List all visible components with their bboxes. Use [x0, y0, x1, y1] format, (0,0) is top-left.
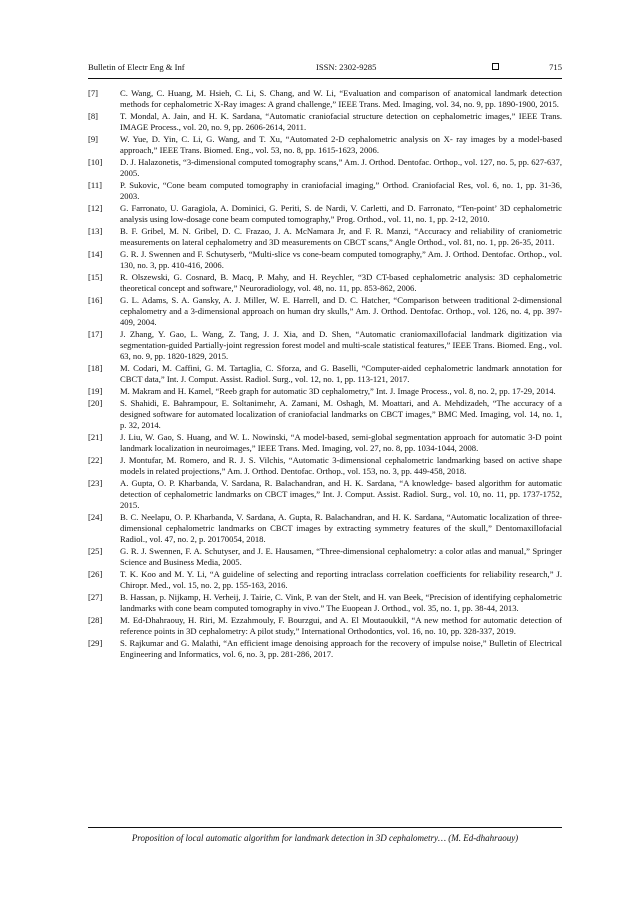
reference-item — [88, 638, 562, 660]
reference-number: [20] — [88, 398, 103, 408]
reference-text: S. Shahidi, E. Bahrampour, E. Soltanimehr, A. Zamani, M. Oshagh, M. Moattari, and A. Mehdizadeh, “The accuracy of a designed software for automated localization of craniofacial landmarks on CBCT images,” BMC Med. Imaging, vol. 14, no. 1, p. 32, 2014. — [120, 398, 562, 430]
footer-divider — [88, 827, 562, 828]
reference-number: [12] — [88, 203, 103, 213]
reference-number: [21] — [88, 432, 103, 442]
reference-item — [88, 455, 562, 477]
reference-item — [88, 569, 562, 591]
reference-number: [19] — [88, 386, 103, 396]
reference-number: [23] — [88, 478, 103, 488]
reference-text: C. Wang, C. Huang, M. Hsieh, C. Li, S. Chang, and W. Li, “Evaluation and comparison of anatomical landmark detection methods for cephalometric X-Ray images: A grand challenge,” IEEE Trans. Med. Imaging, vol. 34, no. 9, pp. 1890-1900, 2015. — [120, 88, 562, 109]
reference-text: M. Codari, M. Caffini, G. M. Tartaglia, C. Sforza, and G. Baselli, “Computer-aided cephalometric landmark annotation for CBCT data,” Int. J. Comput. Assist. Radiol. Surg., vol. 12, no. 1, pp. 113-121, 2017. — [120, 363, 562, 384]
reference-text: M. Ed-Dhahraouy, H. Riri, M. Ezzahmouly, F. Bourzgui, and A. El Moutaoukkil, “A new method for automatic detection of reference points in 3D cephalometry: A pilot study,” International Orthodontics, vol. 16, no. 10, pp. 328-337, 2019. — [120, 615, 562, 636]
reference-item — [88, 226, 562, 248]
reference-text: M. Makram and H. Kamel, “Reeb graph for automatic 3D cephalometry,” Int. J. Image Process., vol. 8, no. 2, pp. 17-29, 2014. — [120, 386, 556, 396]
reference-item — [88, 363, 562, 385]
reference-number: [29] — [88, 638, 103, 648]
reference-text: R. Olszewski, G. Cosnard, B. Macq, P. Mahy, and H. Reychler, “3D CT-based cephalometric analysis: 3D cephalometric theoretical concept and software,” Neuroradiology, vol. 48, no. 11, pp. 853-862, 2006. — [120, 272, 562, 293]
reference-number: [26] — [88, 569, 103, 579]
reference-item — [88, 329, 562, 362]
reference-number: [28] — [88, 615, 103, 625]
reference-number: [16] — [88, 295, 103, 305]
reference-number: [22] — [88, 455, 103, 465]
reference-item — [88, 615, 562, 637]
reference-item — [88, 180, 562, 202]
reference-number: [7] — [88, 88, 99, 98]
reference-item — [88, 592, 562, 614]
reference-number: [10] — [88, 157, 103, 167]
reference-item — [88, 295, 562, 328]
header-divider — [88, 78, 562, 79]
reference-number: [9] — [88, 134, 99, 144]
reference-text: J. Liu, W. Gao, S. Huang, and W. L. Nowinski, “A model-based, semi-global segmentation approach for automatic 3-D point landmark localization in neuroimages,” IEEE Trans. Med. Imaging, vol. 27, no. 8, pp. 1034-1044, 2008. — [120, 432, 562, 453]
reference-text: G. R. J. Swennen and F. Schutyserb, “Multi-slice vs cone-beam computed tomography,” Am. J. Orthod. Dentofac. Orthop., vol. 130, no. 3, pp. 410-416, 2006. — [120, 249, 562, 270]
reference-item — [88, 546, 562, 568]
reference-number: [15] — [88, 272, 103, 282]
reference-text: G. L. Adams, S. A. Gansky, A. J. Miller, W. E. Harrell, and D. C. Hatcher, “Comparison between traditional 2-dimensional cephalometry and a 3-dimensional approach on human dry skulls,” Am. J. Orthod. Dentofac. Orthop., vol. 126, no. 4, pp. 397-409, 2004. — [120, 295, 562, 327]
reference-item — [88, 111, 562, 133]
reference-item — [88, 134, 562, 156]
reference-text: G. R. J. Swennen, F. A. Schutyser, and J. E. Hausamen, “Three-dimensional cephalometry: a color atlas and manual,” Springer Science and Business Media, 2005. — [120, 546, 562, 567]
reference-text: D. J. Halazonetis, “3-dimensional computed tomography scans,” Am. J. Orthod. Dentofac. Orthop., vol. 127, no. 5, pp. 627-637, 2005. — [120, 157, 562, 178]
reference-number: [11] — [88, 180, 102, 190]
reference-item — [88, 272, 562, 294]
reference-number: [8] — [88, 111, 99, 121]
reference-text: B. F. Gribel, M. N. Gribel, D. C. Frazao, J. A. McNamara Jr, and F. R. Manzi, “Accuracy and reliability of craniometric measurements on lateral cephalometry and 3D measurements on CBCT scans,” Angle Orthod., vol. 81, no. 1, pp. 26-35, 2011. — [120, 226, 562, 247]
reference-number: [27] — [88, 592, 103, 602]
reference-text: B. C. Neelapu, O. P. Kharbanda, V. Sardana, A. Gupta, R. Balachandran, and H. K. Sardana, “Automatic localization of three-dimensional cephalometric landmarks on CBCT images by extracting symmetry features of the skull,” Dentomaxillofacial Radiol., vol. 47, no. 2, p. 20170054, 2018. — [120, 512, 562, 544]
reference-item — [88, 432, 562, 454]
reference-text: W. Yue, D. Yin, C. Li, G. Wang, and T. Xu, “Automated 2-D cephalometric analysis on X- ray images by a model-based approach,” IEEE Trans. Biomed. Eng., vol. 53, no. 8, pp. 1615-1623, 2006. — [120, 134, 562, 155]
reference-number: [14] — [88, 249, 103, 259]
reference-number: [17] — [88, 329, 103, 339]
reference-number: [24] — [88, 512, 103, 522]
issn: ISSN: 2302-9285 — [316, 62, 377, 72]
page-header — [88, 60, 562, 74]
reference-text: P. Sukovic, “Cone beam computed tomography in craniofacial imaging,” Orthod. Craniofacial Res, vol. 6, no. 1, pp. 31-36, 2003. — [120, 180, 562, 201]
reference-item — [88, 203, 562, 225]
reference-text: B. Hassan, p. Nijkamp, H. Verheij, J. Tairie, C. Vink, P. van der Stelt, and H. van Beek, “Precision of identifying cephalometric landmarks with cone beam computed tomography in vivo.” The Euopean J. Orthod., vol. 35, no. 1, pp. 38-44, 2013. — [120, 592, 562, 613]
reference-item — [88, 398, 562, 431]
reference-text: T. K. Koo and M. Y. Li, “A guideline of selecting and reporting intraclass correlation coefficients for reliability research,” J. Chiropr. Med., vol. 15, no. 2, pp. 155-163, 2016. — [120, 569, 562, 590]
reference-text: J. Zhang, Y. Gao, L. Wang, Z. Tang, J. J. Xia, and D. Shen, “Automatic craniomaxillofacial landmark digitization via segmentation-guided Partially-joint regression forest model and multi-scale statistical features,” IEEE Trans. Biomed. Eng., vol. 63, no. 9, pp. 1820-1829, 2015. — [120, 329, 562, 361]
reference-item — [88, 478, 562, 511]
reference-text: J. Montufar, M. Romero, and R. J. S. Vilchis, “Automatic 3-dimensional cephalometric landmarking based on active shape models in related projections,” Am. J. Orthod. Dentofac. Orthop., vol. 153, no. 3, pp. 449-458, 2018. — [120, 455, 562, 476]
reference-text: G. Farronato, U. Garagiola, A. Dominici, G. Periti, S. de Nardi, V. Carletti, and D. Farronato, “Ten-point’ 3D cephalometric analysis using low-dosage cone beam computed tomography,” Prog. Orthod., vol. 11, no. 1, pp. 2-12, 2010. — [120, 203, 562, 224]
square-icon — [492, 63, 499, 70]
reference-item — [88, 386, 562, 397]
reference-number: [25] — [88, 546, 103, 556]
reference-text: T. Mondal, A. Jain, and H. K. Sardana, “Automatic craniofacial structure detection on cephalometric images,” IEEE Trans. IMAGE Process., vol. 20, no. 9, pp. 2606-2614, 2011. — [120, 111, 562, 132]
reference-number: [18] — [88, 363, 103, 373]
page-number: 715 — [549, 62, 562, 72]
reference-text: A. Gupta, O. P. Kharbanda, V. Sardana, R. Balachandran, and H. K. Sardana, “A knowledge- based algorithm for automatic detection of cephalometric landmarks on CBCT images,” Int. J. Comput. Assist. Radiol. Surg., vol. 10, no. 11, pp. 1737-1752, 2015. — [120, 478, 562, 510]
reference-item — [88, 88, 562, 110]
reference-text: S. Rajkumar and G. Malathi, “An efficient image denoising approach for the recovery of impulse noise,” Bulletin of Electrical Engineering and Informatics, vol. 6, no. 3, pp. 281-286, 2017. — [120, 638, 562, 659]
reference-number: [13] — [88, 226, 103, 236]
running-title: Proposition of local automatic algorithm for landmark detection in 3D cephalometry… (M. Ed-dhahraouy) — [131, 833, 519, 843]
journal-name: Bulletin of Electr Eng & Inf — [88, 62, 185, 72]
reference-list — [88, 88, 562, 661]
reference-item — [88, 249, 562, 271]
reference-item — [88, 157, 562, 179]
reference-item — [88, 512, 562, 545]
